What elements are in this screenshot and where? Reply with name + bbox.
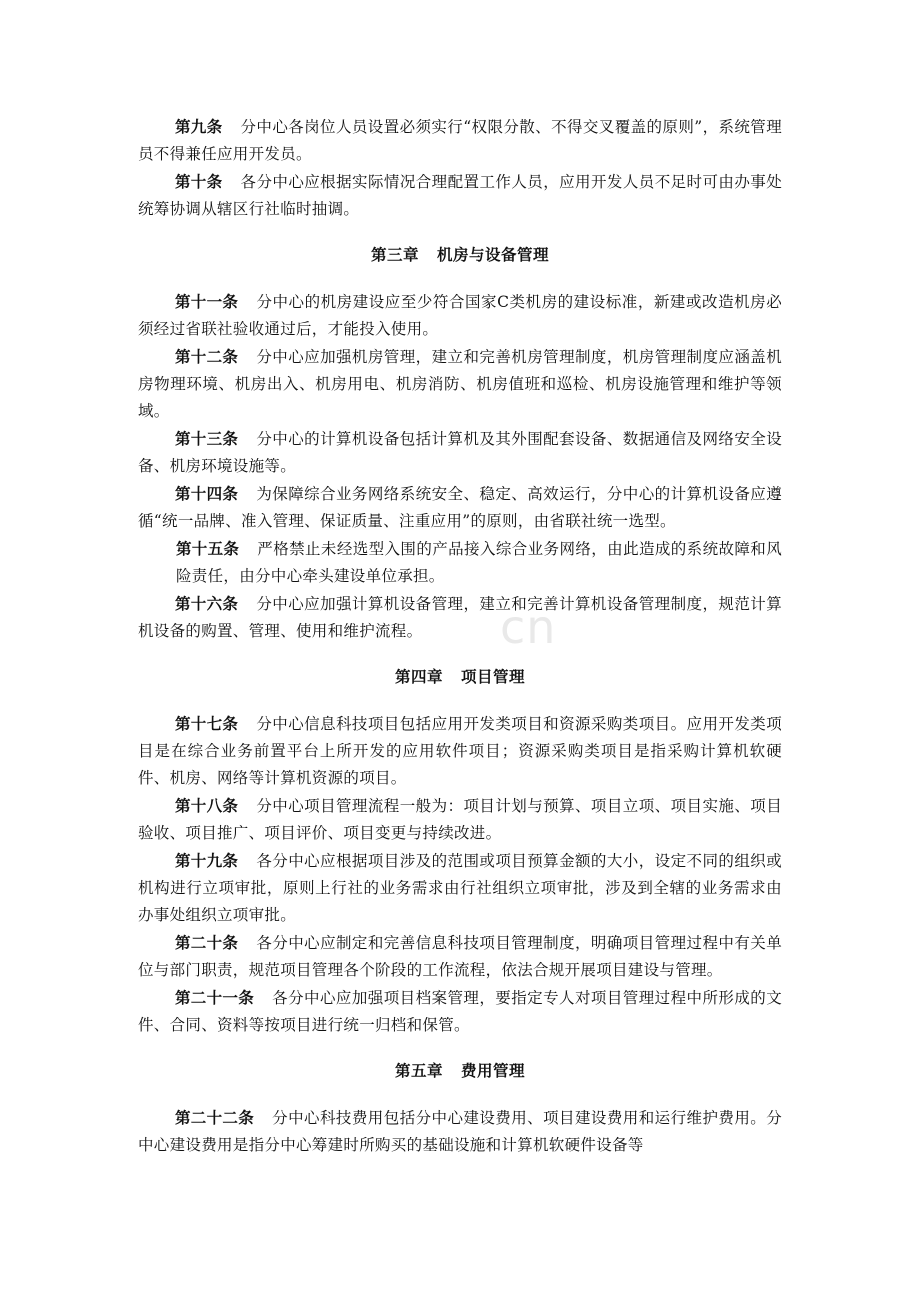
article-text: 各分中心应加强项目档案管理，要指定专人对项目管理过程中所形成的文件、合同、资料等按项目进行统一归档和保管。 xyxy=(138,989,782,1034)
article-number: 第二十条 xyxy=(175,933,239,952)
chapter-heading xyxy=(138,1056,782,1086)
article-paragraph xyxy=(138,590,782,645)
article-text: 分中心的机房建设应至少符合国家C类机房的建设标准，新建或改造机房必须经过省联社验收通过后，才能投入使用。 xyxy=(138,293,782,338)
article-paragraph xyxy=(138,1104,782,1159)
article-paragraph xyxy=(138,710,782,792)
chapter-title: 机房与设备管理 xyxy=(437,245,550,264)
article-paragraph xyxy=(138,480,782,535)
article-number: 第十三条 xyxy=(175,429,239,448)
article-paragraph xyxy=(138,288,782,343)
article-number: 第二十二条 xyxy=(175,1108,255,1127)
article-number: 第十二条 xyxy=(175,347,239,366)
article-text: 分中心应加强计算机设备管理，建立和完善计算机设备管理制度，规范计算机设备的购置、管理、使用和维护流程。 xyxy=(138,595,782,640)
article-text: 分中心科技费用包括分中心建设费用、项目建设费用和运行维护费用。分中心建设费用是指分中心筹建时所购买的基础设施和计算机软硬件设备等 xyxy=(138,1109,782,1154)
article-paragraph xyxy=(138,929,782,984)
article-number: 第十六条 xyxy=(175,594,239,613)
article-paragraph xyxy=(138,847,782,929)
article-text: 为保障综合业务网络系统安全、稳定、高效运行，分中心的计算机设备应遵循“统一品牌、准入管理、保证质量、注重应用”的原则，由省联社统一选型。 xyxy=(138,485,782,530)
chapter-title: 项目管理 xyxy=(461,667,526,686)
article-number: 第十一条 xyxy=(175,292,239,311)
article-text: 分中心的计算机设备包括计算机及其外围配套设备、数据通信及网络安全设备、机房环境设施等。 xyxy=(138,430,782,475)
article-number: 第二十一条 xyxy=(175,988,255,1007)
article-paragraph xyxy=(138,113,782,168)
article-number: 第十八条 xyxy=(175,796,239,815)
watermark: cn xyxy=(500,600,557,654)
article-paragraph xyxy=(138,535,782,590)
chapter-title: 费用管理 xyxy=(461,1061,526,1080)
article-text: 各分中心应根据项目涉及的范围或项目预算金额的大小，设定不同的组织或机构进行立项审批，原则上行社的业务需求由行社组织立项审批，涉及到全辖的业务需求由办事处组织立项审批。 xyxy=(138,852,782,924)
article-paragraph xyxy=(138,984,782,1039)
article-number: 第十条 xyxy=(175,172,223,191)
article-text: 严格禁止未经选型入围的产品接入综合业务网络，由此造成的系统故障和风险责任，由分中心牵头建设单位承担。 xyxy=(176,540,782,585)
chapter-heading xyxy=(138,240,782,270)
article-number: 第十四条 xyxy=(175,484,239,503)
article-paragraph xyxy=(138,168,782,223)
article-text: 各分中心应根据实际情况合理配置工作人员，应用开发人员不足时可由办事处统筹协调从辖区行社临时抽调。 xyxy=(138,173,782,218)
article-paragraph xyxy=(138,792,782,847)
article-number: 第十九条 xyxy=(175,851,239,870)
article-text: 分中心各岗位人员设置必须实行“权限分散、不得交叉覆盖的原则”，系统管理员不得兼任应用开发员。 xyxy=(138,118,782,163)
article-paragraph xyxy=(138,425,782,480)
article-number: 第十五条 xyxy=(176,539,240,558)
chapter-number: 第四章 xyxy=(394,667,443,686)
article-number: 第九条 xyxy=(175,117,223,136)
chapter-heading xyxy=(138,662,782,692)
chapter-number: 第三章 xyxy=(370,245,419,264)
document-body xyxy=(138,113,782,1159)
article-text: 各分中心应制定和完善信息科技项目管理制度，明确项目管理过程中有关单位与部门职责，规范项目管理各个阶段的工作流程，依法合规开展项目建设与管理。 xyxy=(138,934,782,979)
chapter-number: 第五章 xyxy=(394,1061,443,1080)
article-text: 分中心信息科技项目包括应用开发类项目和资源采购类项目。应用开发类项目是在综合业务前置平台上所开发的应用软件项目；资源采购类项目是指采购计算机软硬件、机房、网络等计算机资源的项目。 xyxy=(138,715,782,787)
article-number: 第十七条 xyxy=(175,714,239,733)
article-text: 分中心应加强机房管理，建立和完善机房管理制度，机房管理制度应涵盖机房物理环境、机房出入、机房用电、机房消防、机房值班和巡检、机房设施管理和维护等领域。 xyxy=(138,348,782,420)
article-paragraph xyxy=(138,343,782,425)
article-text: 分中心项目管理流程一般为：项目计划与预算、项目立项、项目实施、项目验收、项目推广、项目评价、项目变更与持续改进。 xyxy=(138,797,782,842)
